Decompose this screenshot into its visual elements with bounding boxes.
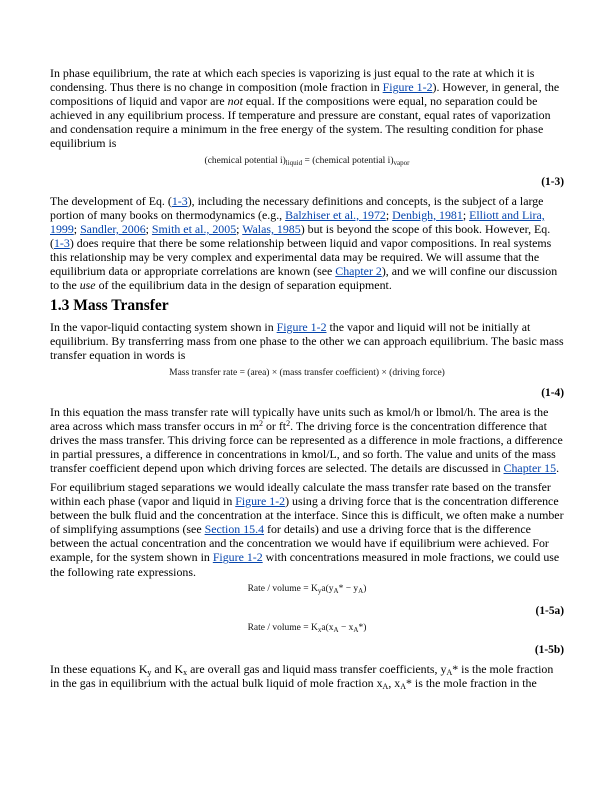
eq-sub: vapor bbox=[393, 158, 410, 167]
eq-sub: A bbox=[353, 625, 359, 634]
document-page bbox=[50, 66, 564, 695]
subscript: A bbox=[446, 667, 453, 677]
link-eq-1-3[interactable]: 1-3 bbox=[171, 193, 188, 208]
eq-text: ) bbox=[363, 583, 367, 594]
equation-number-1-4: (1-4) bbox=[541, 386, 564, 399]
subscript: y bbox=[147, 667, 152, 677]
link-figure-1-2[interactable]: Figure 1-2 bbox=[382, 80, 433, 95]
paragraph-thermodynamics bbox=[50, 194, 564, 293]
equation-number-1-5b: (1-5b) bbox=[534, 643, 564, 656]
paragraph-overall-coefficients bbox=[50, 662, 564, 690]
text: ; bbox=[462, 207, 470, 222]
text: ) using a driving force that is the concentration difference between the bulk fluid and the concentration at the interface. Since this is difficult, we often make a number of simplifying assumptions (see bbox=[50, 494, 564, 537]
paragraph-mass-transfer-units bbox=[50, 405, 564, 475]
eq-sub: A bbox=[333, 586, 339, 595]
eq-text: * − y bbox=[338, 583, 359, 594]
equation-1-4: Mass transfer rate = (area) × (mass transfer coefficient) × (driving force) bbox=[169, 367, 445, 378]
text: For equilibrium staged separations we would ideally calculate the mass transfer rate based on the transfer within each phase (vapor and liquid in bbox=[50, 479, 551, 509]
text: with concentrations measured in mole fractions, we could use the following rate expressions. bbox=[50, 550, 560, 579]
text: are overall gas and liquid mass transfer coefficients, y bbox=[187, 661, 447, 676]
eq-sub: A bbox=[333, 625, 339, 634]
text: , x bbox=[388, 675, 401, 690]
equation-number-1-5a: (1-5a) bbox=[535, 604, 564, 617]
text: ; bbox=[73, 221, 81, 236]
link-chapter-15[interactable]: Chapter 15 bbox=[503, 460, 557, 475]
paragraph-equilibrium-staged bbox=[50, 480, 564, 579]
emphasis: use bbox=[79, 278, 96, 293]
link-elliott-lira[interactable]: Elliott and Lira, 1999 bbox=[50, 207, 545, 236]
link-eq-1-3-second[interactable]: 1-3 bbox=[53, 235, 70, 250]
subscript: x bbox=[183, 667, 188, 677]
eq-text: a(x bbox=[321, 622, 334, 633]
equation-1-5a bbox=[50, 584, 564, 597]
eq-text: *) bbox=[358, 622, 367, 633]
text: * is the mole fraction in the gas in equilibrium with the actual bulk liquid of mole fraction x bbox=[50, 661, 554, 690]
text: . bbox=[556, 460, 560, 475]
text: In phase equilibrium, the rate at which each species is vaporizing is just equal to the rate at which it is condensing. Thus there is no change in composition (mole fraction in bbox=[50, 66, 535, 95]
subscript: A bbox=[382, 681, 389, 691]
subscript: A bbox=[400, 681, 406, 691]
text: ), and we will confine our discussion to the bbox=[50, 264, 558, 293]
text: or ft bbox=[263, 418, 287, 433]
text: of the equilibrium data in the design of separation equipment. bbox=[95, 278, 392, 293]
link-section-15-4[interactable]: Section 15.4 bbox=[204, 522, 265, 537]
eq-sub: y bbox=[317, 586, 322, 595]
eq-text: Rate / volume = K bbox=[247, 583, 318, 594]
link-balzhiser[interactable]: Balzhiser et al., 1972 bbox=[285, 207, 386, 222]
equation-1-3 bbox=[50, 156, 564, 169]
superscript: 2 bbox=[286, 418, 291, 428]
eq-text: Rate / volume = K bbox=[247, 622, 318, 633]
eq-text: (chemical potential i) bbox=[204, 155, 286, 166]
paragraph-phase-equilibrium bbox=[50, 66, 564, 151]
link-walas[interactable]: Walas, 1985 bbox=[242, 221, 301, 236]
text: The development of Eq. ( bbox=[50, 193, 172, 208]
link-denbigh[interactable]: Denbigh, 1981 bbox=[392, 207, 463, 222]
text: equal. If the compositions were equal, no separation could be achieved in any equilibrium process. If temperature and pressure are constant, equal rates of vaporization and condensation require a minimum in the free energy of the system. The resulting condition for phase equilibrium is bbox=[50, 94, 551, 151]
text: and K bbox=[151, 661, 184, 676]
text: ), including the necessary definitions and concepts, is the subject of a large portion of many books on thermodynamics (e.g., bbox=[50, 193, 544, 222]
link-figure-1-2[interactable]: Figure 1-2 bbox=[212, 550, 263, 565]
text: In this equation the mass transfer rate will typically have units such as kmol/h or lbmol/h. The area is the area across which mass transfer occurs in m bbox=[50, 404, 549, 433]
text: ; bbox=[145, 221, 152, 236]
link-chapter-2[interactable]: Chapter 2 bbox=[335, 264, 382, 279]
text: ) but is beyond the scope of this book. However, Eq. ( bbox=[50, 221, 551, 250]
emphasis: not bbox=[227, 94, 243, 109]
paragraph-vapor-liquid-contacting bbox=[50, 320, 564, 362]
equation-number-1-3: (1-3) bbox=[541, 175, 564, 188]
link-smith[interactable]: Smith et al., 2005 bbox=[151, 221, 237, 236]
link-figure-1-2[interactable]: Figure 1-2 bbox=[276, 320, 327, 335]
equation-1-5b bbox=[50, 623, 564, 636]
eq-text: a(y bbox=[321, 583, 334, 594]
superscript: 2 bbox=[259, 418, 263, 428]
text: ; bbox=[385, 207, 393, 222]
text: the vapor and liquid will not be initially at equilibrium. By transferring mass from one phase to the other we can approach equilibrium. The basic mass transfer equation in words is bbox=[50, 320, 564, 363]
link-figure-1-2[interactable]: Figure 1-2 bbox=[235, 494, 286, 509]
text: In the vapor-liquid contacting system shown in bbox=[50, 320, 277, 335]
eq-sub: liquid bbox=[285, 158, 303, 167]
eq-sub: x bbox=[317, 625, 322, 634]
eq-text: = (chemical potential i) bbox=[302, 155, 394, 166]
text: In these equations K bbox=[50, 661, 148, 676]
text: ) does require that there be some relationship between liquid and vapor compositions. In real systems this relationship may be very complex and experimental data may be required. We will assume that the equilibrium data or appropriate correlations are known (see bbox=[50, 235, 552, 279]
section-heading-mass-transfer: 1.3 Mass Transfer bbox=[50, 297, 169, 315]
text: * is the mole fraction in the bbox=[406, 675, 537, 690]
text: ; bbox=[236, 221, 243, 236]
text: . The driving force is the concentration difference that drives the mass transfer. This driving force can be represented as a difference in mole fractions, a difference in partial pressures, a difference in concentrations in kmol/L, and so forth. The value and units of the mass transfer coefficient depend upon which driving forces are selected. The details are discussed in bbox=[50, 418, 563, 475]
text: for details) and use a driving force that is the difference between the actual concentration and the concentration we would have if equilibrium were achieved. For example, for the system shown in bbox=[50, 522, 549, 565]
link-sandler[interactable]: Sandler, 2006 bbox=[80, 221, 146, 236]
text: ). However, in general, the compositions of liquid and vapor are bbox=[50, 80, 560, 109]
eq-sub: A bbox=[358, 586, 364, 595]
eq-text: − x bbox=[338, 622, 354, 633]
